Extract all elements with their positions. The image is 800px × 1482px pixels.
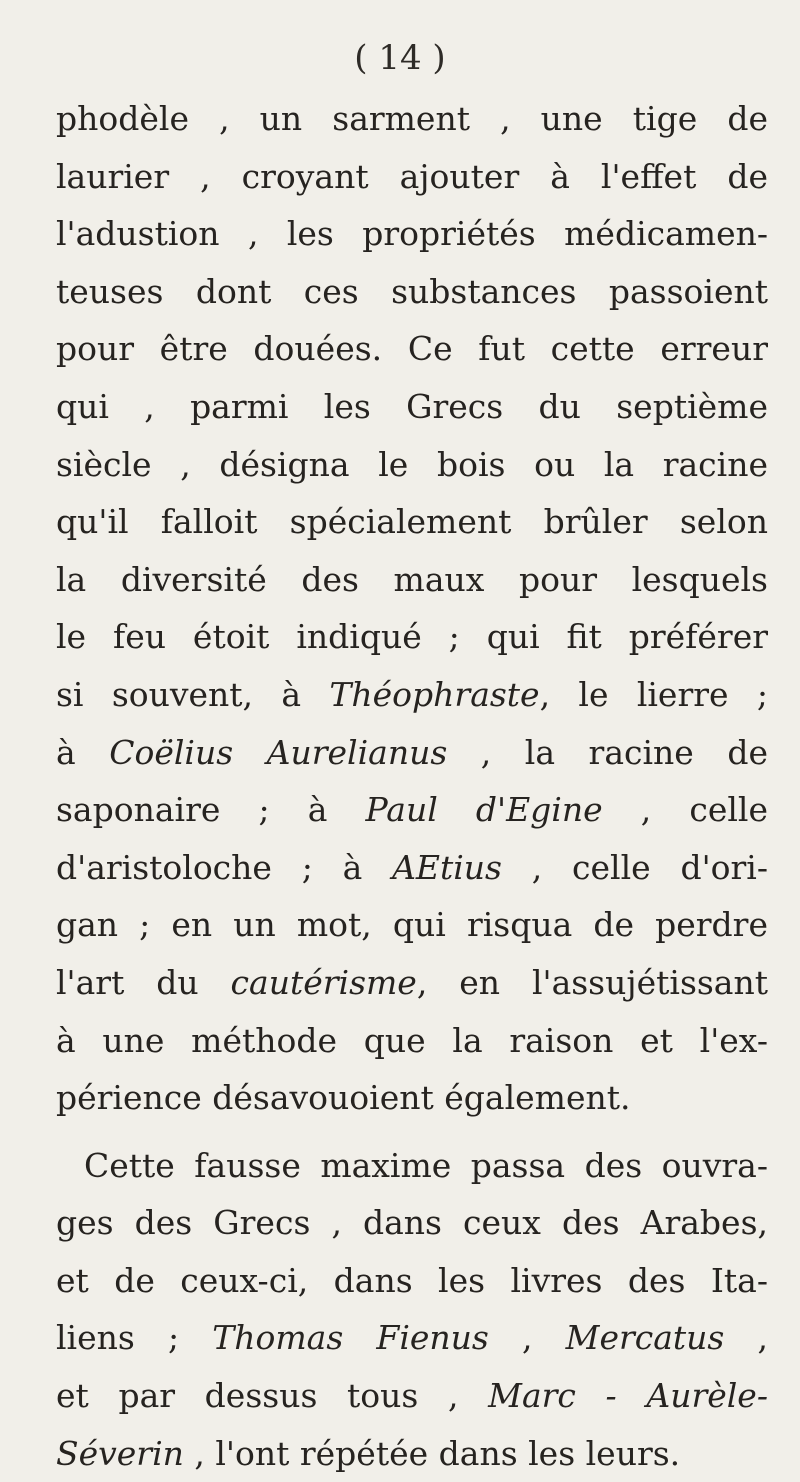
text-line: la diversité des maux pour lesquels — [56, 559, 768, 599]
text-run: , — [488, 1318, 566, 1358]
term-cauterisme: cautérisme — [230, 962, 417, 1002]
text-line: qu'il falloit spécialement brûler selon — [56, 502, 768, 542]
author-name-paul: Paul d'Egine — [365, 790, 603, 830]
text-run: l'art du — [56, 962, 231, 1002]
text-run: saponaire ; à — [56, 790, 366, 830]
text-line: gan ; en un mot, qui risqua de perdre — [56, 905, 768, 945]
author-name-mercatus: Mercatus — [565, 1318, 725, 1358]
text-line — [56, 1367, 768, 1425]
text-run: à — [56, 732, 110, 772]
paragraph-1 — [56, 90, 768, 1127]
text-line: à une méthode que la raison et l'ex- — [56, 1020, 768, 1060]
text-line — [56, 954, 768, 1012]
text-run: , en l'assujétissant — [416, 962, 768, 1002]
text-run: liens ; — [56, 1318, 213, 1358]
author-name-theophraste: Théophraste — [329, 674, 540, 714]
author-name-aetius: AEtius — [392, 847, 502, 887]
text-run: , — [724, 1318, 768, 1358]
text-line — [56, 839, 768, 897]
paragraph-gap — [56, 1127, 768, 1137]
body-text — [56, 90, 768, 1482]
text-line: Cette fausse maxime passa des ouvra- — [84, 1145, 768, 1185]
text-run: , l'ont répétée dans les leurs. — [183, 1433, 681, 1473]
text-line: périence désavouoient également. — [56, 1078, 631, 1118]
paragraph-2 — [56, 1137, 768, 1482]
author-name-fienus: Thomas Fienus — [212, 1318, 489, 1358]
text-line — [56, 1309, 768, 1367]
text-line: laurier , croyant ajouter à l'effet de — [56, 156, 768, 196]
author-name-coelius: Coëlius Aurelianus — [109, 732, 448, 772]
text-run: , la racine de — [447, 732, 768, 772]
text-line: l'adustion , les propriétés médicamen- — [56, 214, 768, 254]
text-line: qui , parmi les Grecs du septième — [56, 386, 768, 426]
text-run: et par dessus tous , — [56, 1376, 489, 1416]
text-line — [56, 666, 768, 724]
text-line: ges des Grecs , dans ceux des Arabes, — [56, 1203, 768, 1243]
text-line — [56, 1425, 768, 1482]
text-line: et de ceux-ci, dans les livres des Ita- — [56, 1260, 768, 1300]
text-run: si souvent, à — [56, 674, 330, 714]
text-line: phodèle , un sarment , une tige de — [56, 99, 768, 138]
text-line — [56, 781, 768, 839]
text-line: siècle , désigna le bois ou la racine — [56, 444, 768, 484]
text-run: , le lierre ; — [539, 674, 768, 714]
text-run: , celle d'ori- — [502, 847, 768, 887]
text-run: d'aristoloche ; à — [56, 847, 393, 887]
page-number: ( 14 ) — [354, 38, 446, 78]
text-line — [56, 724, 768, 782]
author-name-marc-aurele: Marc - Aurèle- — [488, 1376, 768, 1416]
text-line: teuses dont ces substances passoient — [56, 271, 768, 311]
text-run: , celle — [602, 790, 768, 830]
text-line: pour être douées. Ce fut cette erreur — [56, 329, 768, 369]
text-line: le feu étoit indiqué ; qui fit préférer — [56, 617, 768, 657]
author-name-severin: Séverin — [56, 1433, 184, 1473]
